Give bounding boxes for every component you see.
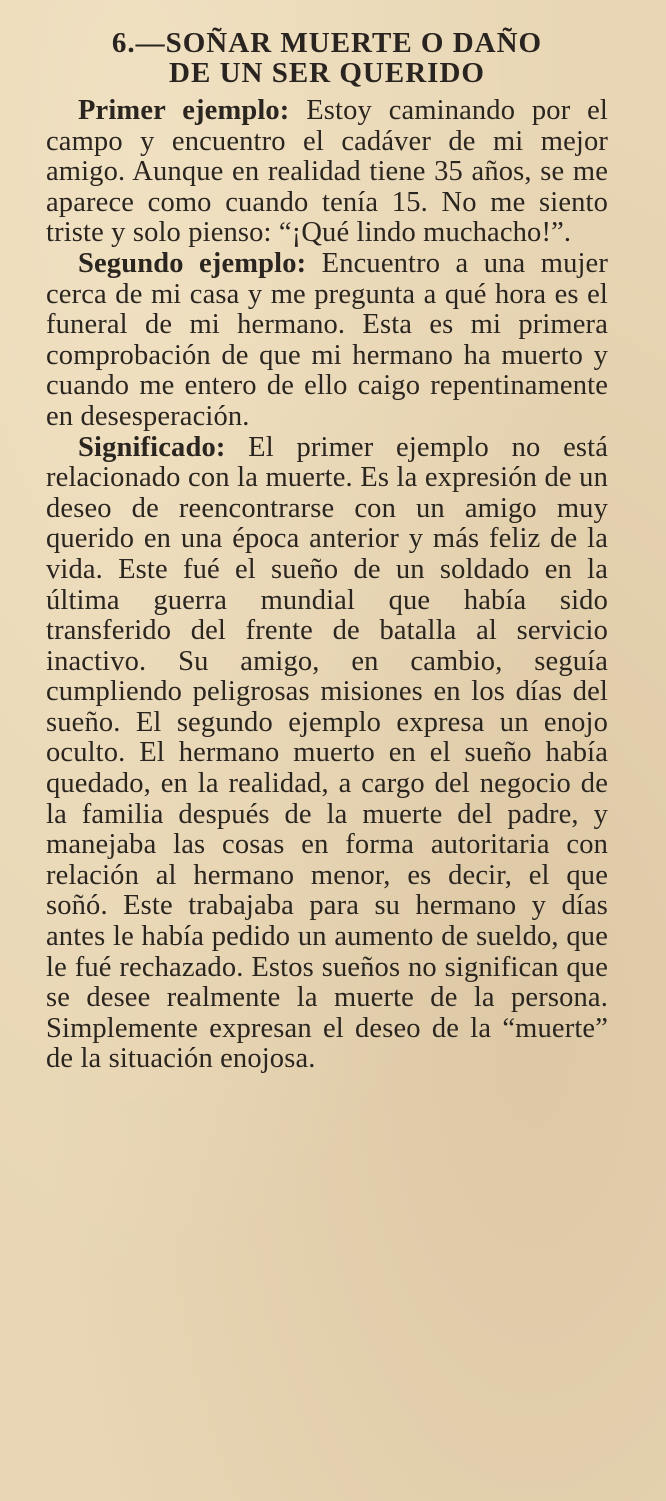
- heading-line-1: 6.—SOÑAR MUERTE O DAÑO: [111, 27, 543, 59]
- article-heading: [46, 28, 608, 88]
- paragraph-significado: [46, 433, 608, 1075]
- paragraph-primer-ejemplo: [46, 96, 608, 249]
- paragraph-lead: Significado:: [78, 431, 226, 463]
- paragraph-segundo-ejemplo: [46, 249, 608, 433]
- paragraph-text: Estoy caminando por el campo y encuentro el cadáver de mi mejor amigo. Aunque en realidad tiene 35 años, se me aparece como cuando tenía 15. No me siento triste y solo pienso: “¡Qué lindo muchacho!”.: [46, 95, 609, 249]
- paragraph-lead: Segundo ejemplo:: [78, 247, 307, 279]
- heading-line-2: DE UN SER QUERIDO: [169, 57, 485, 89]
- paragraph-text: Encuentro a una mujer cerca de mi casa y me pregunta a qué hora es el funeral de mi hermano. Esta es mi primera comprobación de que mi hermano ha muerto y cuando me entero de ello caigo repentinamente en desesperación.: [46, 247, 608, 432]
- paragraph-lead: Primer ejemplo:: [78, 95, 290, 126]
- paragraph-text: El primer ejemplo no está relacionado con la muerte. Es la expresión de un deseo de reencontrarse con un amigo muy querido en una época anterior y más feliz de la vida. Este fué el sueño de un soldado en la última guerra mundial que había sido transferido del frente de batalla al servicio inactivo. Su amigo, en cambio, seguía cumpliendo peligrosas misiones en los días del sueño. El segundo ejemplo expresa un enojo oculto. El hermano muerto en el sueño había quedado, en la realidad, a cargo del negocio de la familia después de la muerte del padre, y manejaba las cosas en forma autoritaria con relación al hermano menor, es decir, el que soñó. Este trabajaba para su hermano y días antes le había pedido un aumento de sueldo, que le fué rechazado. Estos sueños no significan que se desee realmente la muerte de la persona. Simplemente expresan el deseo de la “muerte” de la situación enojosa.: [46, 431, 608, 1075]
